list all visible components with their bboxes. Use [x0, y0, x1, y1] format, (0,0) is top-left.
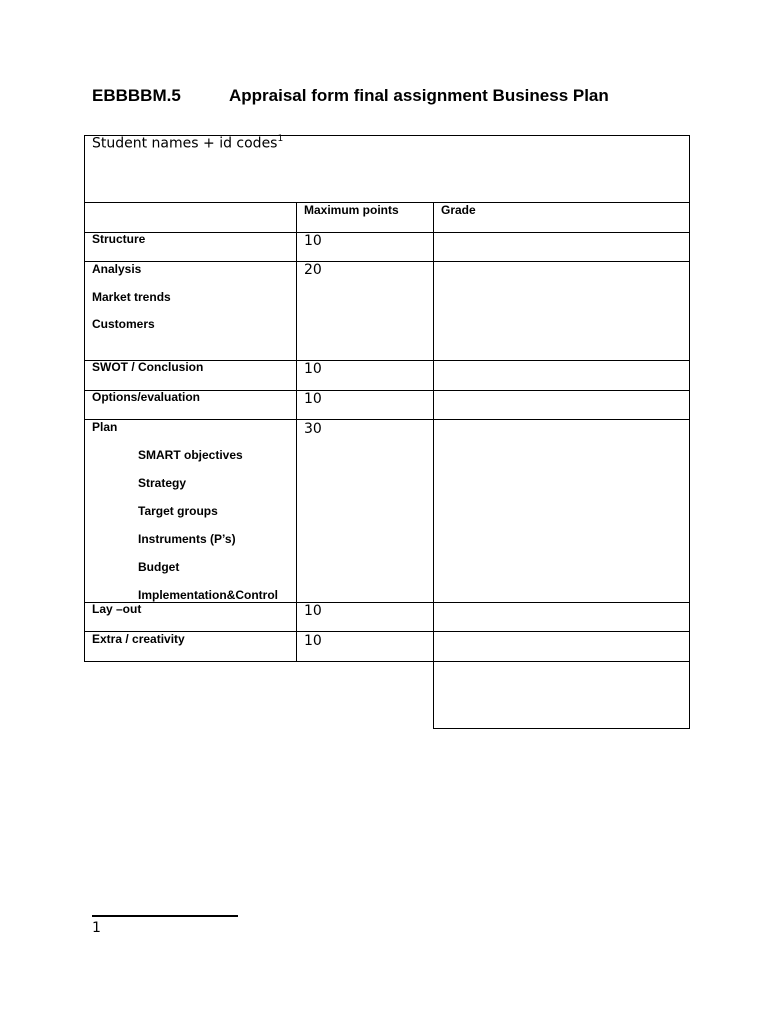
- column-header-grade: Grade: [441, 203, 476, 217]
- row-points-options: 10: [304, 391, 322, 407]
- row-points-structure: 10: [304, 233, 322, 249]
- row-points-swot: 10: [304, 361, 322, 377]
- row-label-swot: SWOT / Conclusion: [92, 360, 204, 374]
- row-points-extra: 10: [304, 633, 322, 649]
- footnote-ref: 1: [277, 134, 284, 144]
- row-sub-budget: Budget: [138, 560, 180, 574]
- table-border-left: [84, 135, 85, 662]
- row-label-extra: Extra / creativity: [92, 632, 185, 646]
- course-code: EBBBBM.5: [92, 86, 181, 105]
- table-line-total-bottom: [433, 728, 690, 729]
- table-line-col-points: [296, 202, 297, 662]
- row-label-layout: Lay –out: [92, 602, 142, 616]
- row-points-layout: 10: [304, 603, 322, 619]
- row-label-plan: Plan: [92, 420, 118, 434]
- student-names-text: Student names + id codes: [92, 135, 278, 152]
- row-sub-instruments: Instruments (P’s): [138, 532, 236, 546]
- table-line-options-bottom: [84, 419, 690, 420]
- table-border-right: [689, 135, 690, 729]
- document-title: Appraisal form final assignment Business Plan: [229, 86, 609, 105]
- row-sub-market-trends: Market trends: [92, 290, 171, 304]
- table-line-extra-bottom: [84, 661, 690, 662]
- row-sub-smart-objectives: SMART objectives: [138, 448, 243, 462]
- row-sub-customers: Customers: [92, 317, 155, 331]
- row-sub-target-groups: Target groups: [138, 504, 218, 518]
- row-points-plan: 30: [304, 421, 322, 437]
- row-points-analysis: 20: [304, 262, 322, 278]
- row-label-analysis: Analysis: [92, 262, 142, 276]
- table-line-col-grade: [433, 202, 434, 729]
- table-line-structure-bottom: [84, 261, 690, 262]
- row-sub-strategy: Strategy: [138, 476, 187, 490]
- table-line-header-bottom: [84, 232, 690, 233]
- row-label-structure: Structure: [92, 232, 146, 246]
- footnote-separator: [92, 915, 238, 917]
- footnote-number: 1: [92, 920, 101, 936]
- table-line-plan-bottom: [84, 602, 690, 603]
- student-names-label: [92, 135, 283, 152]
- column-header-max-points: Maximum points: [304, 203, 399, 217]
- row-sub-implementation: Implementation&Control: [138, 588, 278, 602]
- row-label-options: Options/evaluation: [92, 390, 201, 404]
